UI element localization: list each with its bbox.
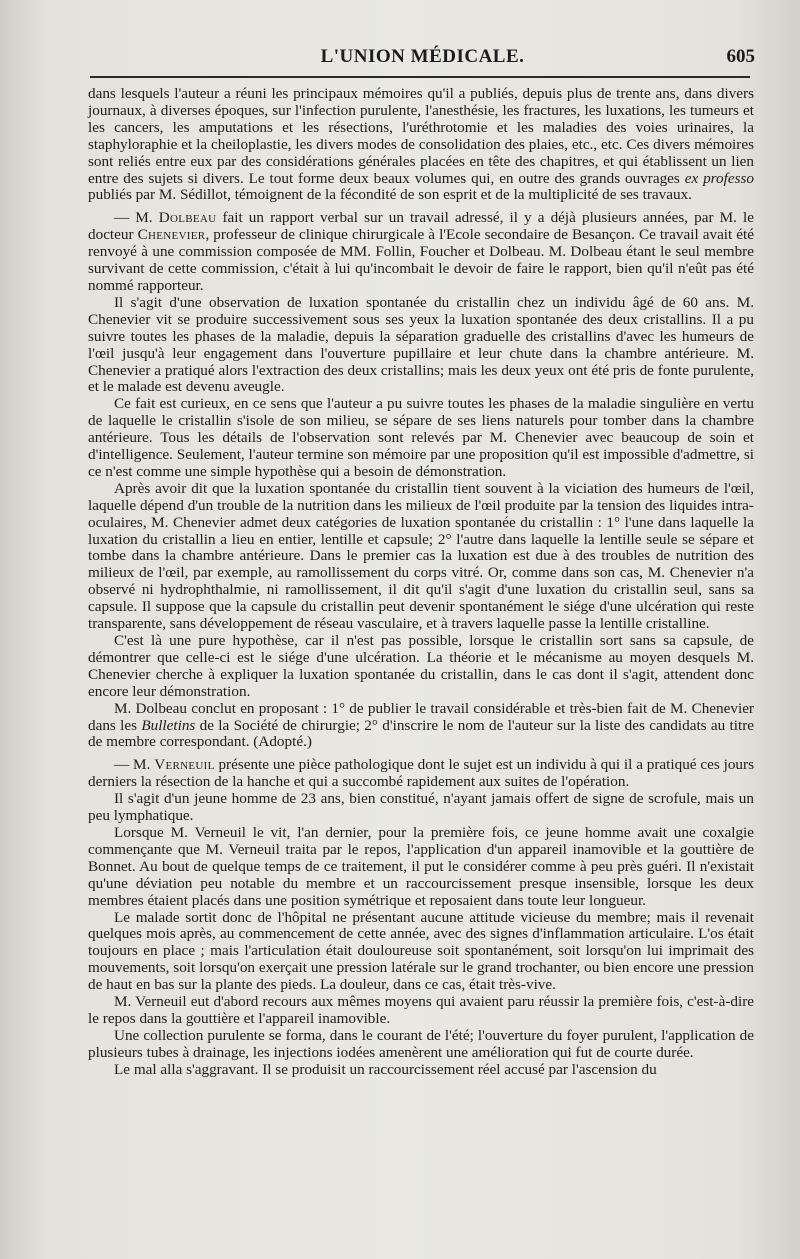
body-text bbox=[88, 86, 754, 1079]
person-name: Verneuil bbox=[154, 756, 215, 774]
text-run: dans lesquels l'auteur a réuni les principaux mémoires qu'il a publiés, depuis plus de trente ans, dans divers journaux, à diverses époques, sur l'infection purulente, l'anesthésie, les fractures, les luxations, les tumeurs et les cancers, les amputations et les résections, l'uréthrotomie et les maladies des voies urinaires, la staphyloraphie et la cheiloplastie, les divers modes de consolidation des plaies, etc., etc. Ces divers mémoires sont reliés entre eux par des considérations générales placées en tête des chapitres, et qui établissent un lien entre des sujets si divers. Le tout forme deux beaux volumes qui, en outre des grands ouvrages bbox=[88, 85, 754, 187]
paragraph bbox=[88, 825, 754, 910]
text-run: Une collection purulente se forma, dans le courant de l'été; l'ouverture du foyer purulent, l'application de plusieurs tubes à drainage, les injections iodées amenèrent une amélioration qui fut de courte durée. bbox=[88, 1026, 754, 1061]
person-name: Chenevier bbox=[137, 226, 206, 244]
text-run: , professeur de clinique chirurgicale à l'Ecole secondaire de Besançon. Ce travail avait été renvoyé à une commission composée de MM. Follin, Foucher et Dolbeau. M. Dolbeau étant le seul membre survivant de cette commission, c'était à lui qu'incombait le devoir de faire le rapport, bien qu'il n'eût pas été nommé rapporteur. bbox=[88, 226, 755, 294]
text-run: Ce fait est curieux, en ce sens que l'auteur a pu suivre toutes les phases de la maladie singulière en vertu de laquelle le cristallin s'isole de son milieu, se sépare de ses liens naturels pour tomber dans la chambre antérieure. Tous les détails de l'observation sont relevés par M. Chenevier avec beaucoup de soin et d'intelligence. Seulement, l'auteur termine son mémoire par une proposition qu'il est impossible d'admettre, si ce n'est comme une simple hypothèse qui a besoin de démonstration. bbox=[88, 395, 754, 480]
paragraph bbox=[88, 210, 754, 295]
paragraph bbox=[88, 1028, 754, 1062]
page-number: 605 bbox=[726, 46, 755, 67]
paragraph bbox=[88, 633, 754, 701]
text-run: Le mal alla s'aggravant. Il se produisit un raccourcissement réel accusé par l'ascension du bbox=[114, 1060, 657, 1078]
paragraph bbox=[88, 910, 754, 995]
italic-text: ex professo bbox=[684, 169, 754, 187]
paragraph bbox=[88, 86, 754, 204]
text-run: — M. bbox=[114, 756, 155, 774]
text-run: Lorsque M. Verneuil le vit, l'an dernier, pour la première fois, ce jeune homme avait une coxalgie commençante que M. Verneuil traita par le repos, l'application d'un appareil inamovible et la gouttière de Bonnet. Au bout de quelque temps de ce traitement, il put le considérer comme à peu près guéri. Il n'existait qu'une déviation peu notable du membre et un raccourcissement presque insensible, lorsque les deux membres étaient placés dans une position symétrique et reposaient dans toute leur longueur. bbox=[88, 823, 754, 909]
paragraph bbox=[88, 791, 754, 825]
text-run: Il s'agit d'une observation de luxation spontanée du cristallin chez un individu âgé de 60 ans. M. Chenevier vit se produire successivement sous ses yeux la luxation spontanée des deux cristallins. Il a pu suivre toutes les phases de la maladie, depuis la séparation graduelle des cristallins d'avec les humeurs de l'œil jusqu'à leur engagement dans l'ouverture pupillaire et leur chute dans la chambre antérieure. M. Chenevier a pratiqué alors l'extraction des deux cristallins; mais les deux yeux ont été pris de fonte purulente, et le malade est devenu aveugle. bbox=[88, 293, 754, 396]
text-run: Le malade sortit donc de l'hôpital ne présentant aucune attitude vicieuse du membre; mais il revenait quelques mois après, au commencement de cette année, avec des signes d'inflammation articulaire. L'os était toujours en place ; mais l'articulation était douloureuse soit spontanément, soit lorsqu'on lui imprimait des mouvements, soit lorsqu'on exerçait une pression latérale sur le grand trochanter, ou bien encore une pression de haut en bas sur la plante des pieds. La douleur, dans ce cas, était très-vive. bbox=[88, 908, 754, 994]
text-run: C'est là une pure hypothèse, car il n'est pas possible, lorsque le cristallin sort sans sa capsule, de démontrer que celle-ci est le siége d'une ulcération. La théorie et le mécanisme au moyen desquels M. Chenevier cherche à expliquer la luxation spontanée du cristallin, dans le cas dont il s'agit, attendent donc encore leur démonstration. bbox=[88, 632, 754, 700]
paragraph bbox=[88, 396, 754, 481]
paragraph bbox=[88, 1062, 754, 1079]
person-name: Dolbeau bbox=[158, 209, 217, 227]
text-run: M. Verneuil eut d'abord recours aux mêmes moyens qui avaient paru réussir la première fois, c'est-à-dire le repos dans la gouttière et l'appareil inamovible. bbox=[88, 993, 754, 1027]
text-run: — M. bbox=[114, 209, 159, 227]
header-rule bbox=[90, 76, 750, 78]
text-run: Il s'agit d'un jeune homme de 23 ans, bien constitué, n'ayant jamais offert de signe de scrofule, mais un peu lymphatique. bbox=[88, 790, 754, 825]
paragraph bbox=[88, 757, 754, 791]
text-run: Après avoir dit que la luxation spontanée du cristallin tient souvent à la viciation des humeurs de l'œil, laquelle dépend d'un trouble de la nutrition dans les milieux de l'œil produite par la tension des liquides intra-oculaires, M. Chenevier admet deux catégories de luxation spontanée du cristallin : 1° l'une dans laquelle la luxation du cristallin a lieu en entier, lentille et capsule; 2° l'autre dans laquelle la lentille seule se sépare et tombe dans la chambre antérieure. Dans le premier cas la luxation est due à des troubles de nutrition des milieux de l'œil, par exemple, au ramollissement du corps vitré. Or, comme dans son cas, M. Chenevier n'a observé ni hydrophthalmie, ni ramollissement, il dit qu'il s'agit d'une luxation du cristallin seul, sans sa capsule. Il suppose que la capsule du cristallin peut devenir spontanément le siége d'une ulcération qui reste transparente, sans développement de réseau vasculaire, et à travers laquelle passe la lentille cristalline. bbox=[88, 479, 754, 633]
text-run: fait un rapport verbal sur un travail adressé, il y a déjà plusieurs années, par M. le docteur bbox=[88, 209, 754, 244]
paragraph bbox=[88, 295, 754, 396]
page-header bbox=[90, 42, 755, 76]
paragraph bbox=[88, 994, 754, 1028]
paragraph bbox=[88, 701, 754, 752]
paragraph bbox=[88, 481, 754, 633]
italic-text: Bulletins bbox=[141, 716, 196, 734]
text-run: présente une pièce pathologique dont le sujet est un individu à qui il a pratiqué ces jours derniers la résection de la hanche et qui a succombé rapidement aux suites de l'opération. bbox=[88, 756, 754, 791]
text-run: M. Dolbeau conclut en proposant : 1° de publier le travail considérable et très-bien fait de M. Chenevier dans les bbox=[88, 699, 754, 734]
text-run: publiés par M. Sédillot, témoignent de la fécondité de son esprit et de la multiplicité de ses travaux. bbox=[88, 186, 692, 204]
text-run: de la Société de chirurgie; 2° d'inscrire le nom de l'auteur sur la liste des candidats au titre de membre correspondant. (Adopté.) bbox=[88, 716, 754, 751]
running-title: L'UNION MÉDICALE. bbox=[320, 46, 525, 67]
